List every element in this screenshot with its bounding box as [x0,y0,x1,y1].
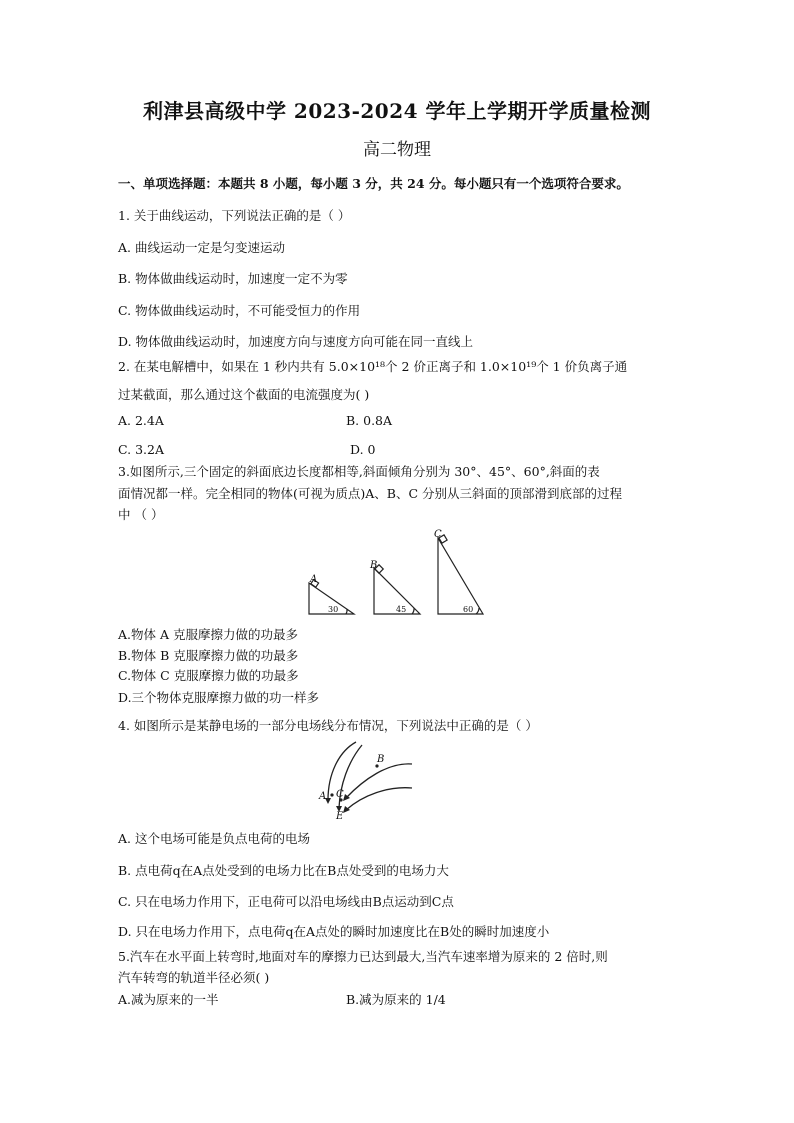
question-5-stem-line2: 汽车转弯的轨道半径必须( ) [118,970,270,985]
question-1-option-b: B. 物体做曲线运动时，加速度一定不为零 [118,271,348,286]
question-2-option-c: C. 3.2A [118,442,164,457]
page-title: 利津县高级中学 2023-2024 学年上学期开学质量检测 [142,99,652,123]
question-3-stem-line2: 面情况都一样。完全相同的物体(可视为质点)A、B、C 分别从三斜面的顶部滑到底部的过程 [118,486,623,501]
slope-a-angle: 30 [328,605,339,614]
question-2-stem-line2: 过某截面，那么通过这个截面的电流强度为( ) [118,387,370,402]
section-heading: 一、单项选择题：本题共 8 小题，每小题 3 分，共 24 分。每小题只有一个选项符合要求。 [118,176,629,191]
question-4-option-a: A. 这个电场可能是负点电荷的电场 [118,831,310,846]
question-4-option-b: B. 点电荷q在A点处受到的电场力比在B点处受到的电场力大 [118,863,449,878]
point-b-label: B [377,754,385,765]
question-4-option-c: C. 只在电场力作用下，正电荷可以沿电场线由B点运动到C点 [118,894,454,909]
question-3-option-b: B.物体 B 克服摩擦力做的功最多 [118,648,299,663]
question-3-stem-line3: 中 （ ） [118,507,164,522]
question-2-option-d: D. 0 [350,442,376,457]
slope-a-label: A [310,574,318,585]
question-1-option-a: A. 曲线运动一定是匀变速运动 [118,240,285,255]
question-2-option-b: B. 0.8A [346,413,393,428]
angle-arc-c [476,608,479,614]
slope-b-label: B [370,560,378,571]
slope-b-angle: 45 [396,605,407,614]
question-5-option-a: A.减为原来的一半 [118,992,219,1007]
page-subtitle: 高二物理 [363,140,431,160]
question-3-option-a: A.物体 A 克服摩擦力做的功最多 [118,627,298,642]
question-1-option-c: C. 物体做曲线运动时，不可能受恒力的作用 [118,303,361,318]
field-line-4 [346,788,412,810]
point-a-dot [330,793,333,796]
question-2-option-a: A. 2.4A [118,413,164,428]
question-3-stem-line1: 3.如图所示,三个固定的斜面底边长度都相等,斜面倾角分别为 30°、45°、60°,斜面的表 [118,464,600,479]
question-1-option-d: D. 物体做曲线运动时，加速度方向与速度方向可能在同一直线上 [118,334,474,349]
electric-field-lines-figure [308,740,418,822]
question-3-option-c: C.物体 C 克服摩擦力做的功最多 [118,668,299,683]
point-c-label: C [336,789,344,800]
angle-arc-b [412,608,414,614]
slope-c-triangle [438,538,483,614]
field-line-3 [346,764,412,798]
angle-arc-a [346,609,347,614]
point-a-label: A [319,791,327,802]
question-5-option-b: B.减为原来的 1/4 [346,992,446,1007]
inclined-planes-figure [300,526,500,618]
question-4-stem: 4. 如图所示是某静电场的一部分电场线分布情况，下列说法中正确的是（ ） [118,718,538,733]
question-4-option-d: D. 只在电场力作用下，点电荷q在A点处的瞬时加速度比在B处的瞬时加速度小 [118,924,550,939]
question-5-stem-line1: 5.汽车在水平面上转弯时,地面对车的摩擦力已达到最大,当汽车速率增为原来的 2 倍时,则 [118,949,608,964]
question-2-stem-line1: 2. 在某电解槽中，如果在 1 秒内共有 5.0×10¹⁸个 2 价正离子和 1.0×10¹⁹个 1 价负离子通 [118,359,628,374]
slope-c-label: C [434,529,442,540]
question-1-stem: 1. 关于曲线运动，下列说法正确的是（ ） [118,208,351,223]
field-e-label: E [336,811,344,822]
slope-c-angle: 60 [463,605,474,614]
question-3-option-d: D.三个物体克服摩擦力做的功一样多 [118,690,320,705]
